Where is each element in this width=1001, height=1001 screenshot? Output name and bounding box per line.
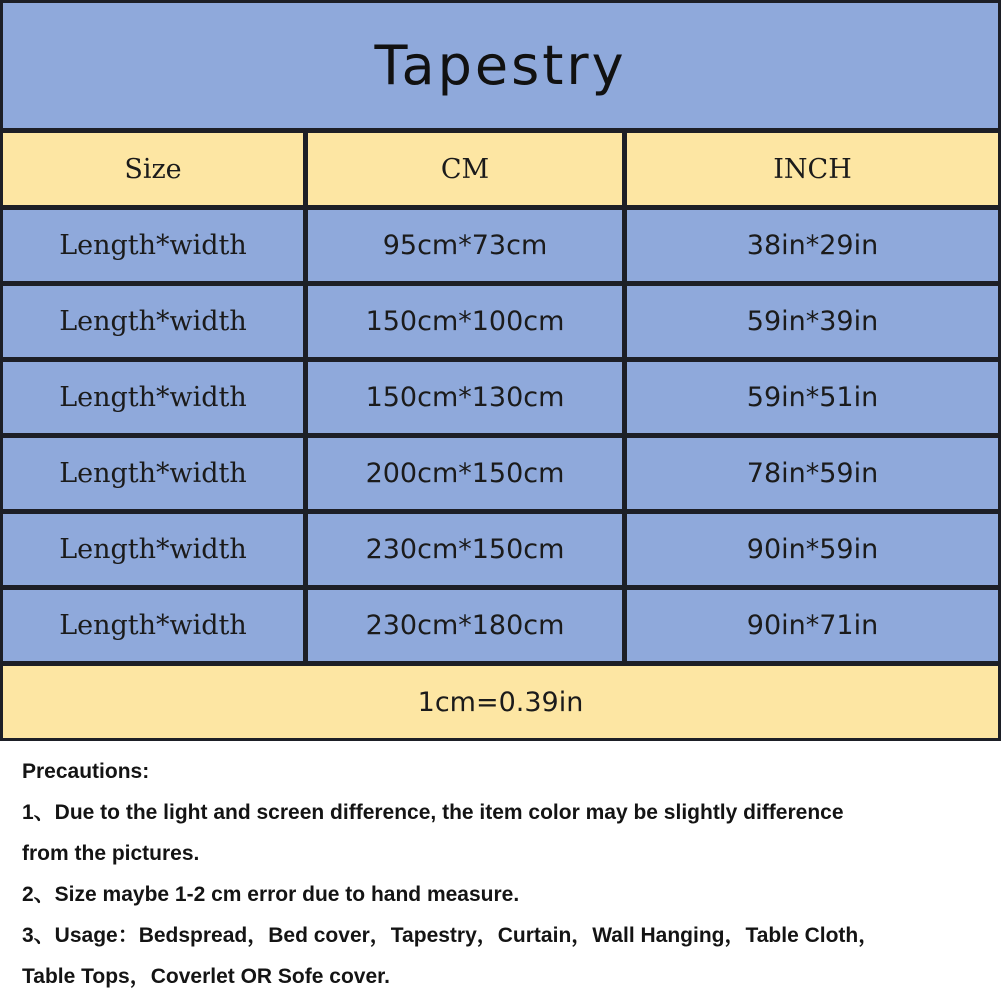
inch-value: 90in*59in xyxy=(627,514,998,585)
row-label: Length*width xyxy=(3,438,303,509)
cm-value: 200cm*150cm xyxy=(308,438,622,509)
column-header-size: Size xyxy=(3,133,303,205)
column-header-inch: INCH xyxy=(627,133,998,205)
inch-value: 38in*29in xyxy=(627,210,998,281)
row-label: Length*width xyxy=(3,210,303,281)
cm-value: 230cm*150cm xyxy=(308,514,622,585)
inch-value: 78in*59in xyxy=(627,438,998,509)
precaution-line: 2、Size maybe 1-2 cm error due to hand measure. xyxy=(22,883,520,906)
column-header-cm: CM xyxy=(308,133,622,205)
table-title: Tapestry xyxy=(3,3,998,128)
row-label: Length*width xyxy=(3,286,303,357)
precaution-line: Table Tops，Coverlet OR Sofe cover. xyxy=(22,965,390,988)
precaution-line: 1、Due to the light and screen difference, the item color may be slightly difference xyxy=(22,801,844,824)
row-label: Length*width xyxy=(3,362,303,433)
inch-value: 90in*71in xyxy=(627,590,998,661)
cm-value: 230cm*180cm xyxy=(308,590,622,661)
row-label: Length*width xyxy=(3,590,303,661)
row-label: Length*width xyxy=(3,514,303,585)
precaution-line: 3、Usage：Bedspread，Bed cover，Tapestry，Curtain，Wall Hanging，Table Cloth， xyxy=(22,924,880,947)
cm-value: 150cm*130cm xyxy=(308,362,622,433)
precautions-section xyxy=(22,755,992,1001)
conversion-note: 1cm=0.39in xyxy=(3,666,998,738)
precautions-heading: Precautions: xyxy=(22,760,150,783)
inch-value: 59in*51in xyxy=(627,362,998,433)
precaution-line: from the pictures. xyxy=(22,842,200,865)
inch-value: 59in*39in xyxy=(627,286,998,357)
cm-value: 95cm*73cm xyxy=(308,210,622,281)
cm-value: 150cm*100cm xyxy=(308,286,622,357)
